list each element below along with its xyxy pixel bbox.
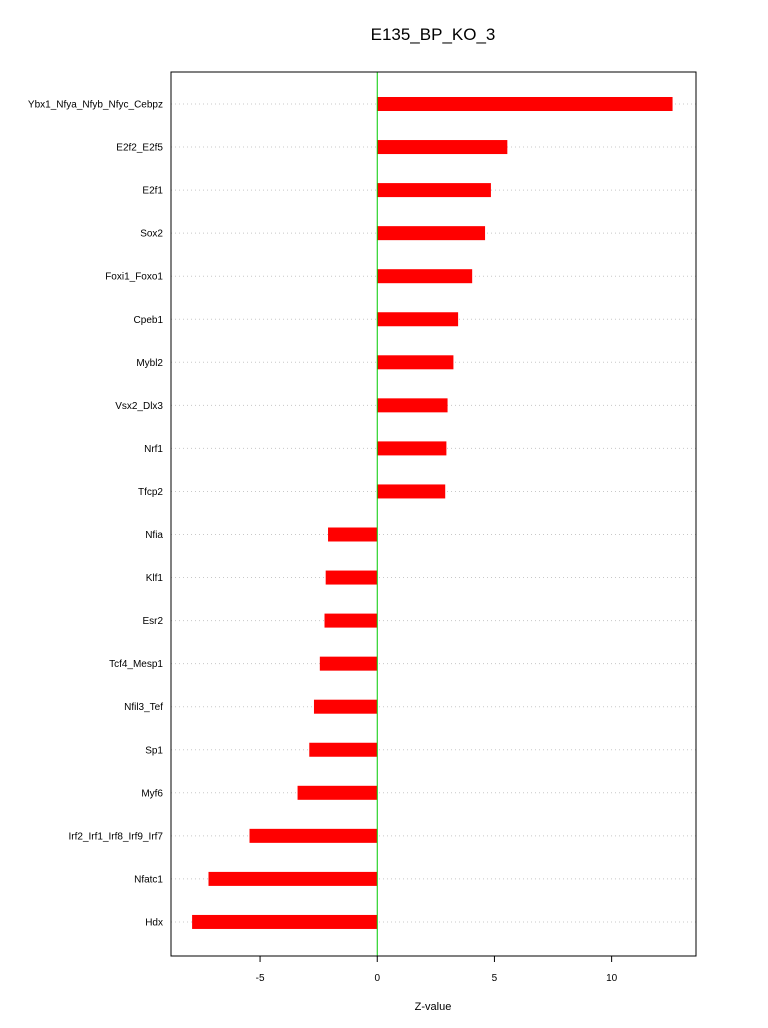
category-label: Sp1: [145, 745, 163, 757]
bar-irf2-irf1-irf8-irf9-irf7: [250, 829, 378, 843]
bar-hdx: [192, 915, 377, 929]
category-label: Cpeb1: [133, 314, 163, 326]
bars: [192, 97, 672, 929]
plot-frame: [171, 72, 696, 956]
category-label: Hdx: [145, 917, 163, 929]
chart-title: E135_BP_KO_3: [370, 25, 496, 44]
bar-ybx1-nfya-nfyb-nfyc-cebpz: [377, 97, 672, 111]
bar-nfil3-tef: [314, 700, 377, 714]
category-label: Irf2_Irf1_Irf8_Irf9_Irf7: [68, 831, 163, 843]
category-label: Esr2: [142, 616, 163, 628]
bar-vsx2-dlx3: [377, 398, 447, 412]
bar-klf1: [326, 571, 378, 585]
bar-sp1: [309, 743, 377, 757]
category-label: E2f1: [142, 185, 163, 197]
category-label: Nrf1: [144, 443, 163, 455]
x-tick-label: 5: [491, 973, 498, 984]
bar-sox2: [377, 226, 485, 240]
bar-e2f1: [377, 183, 491, 197]
category-label: Nfia: [145, 530, 163, 541]
bar-nfatc1: [209, 872, 378, 886]
bar-tfcp2: [377, 484, 445, 498]
category-label: Sox2: [140, 228, 163, 240]
bar-myf6: [298, 786, 378, 800]
bar-mybl2: [377, 355, 453, 369]
x-tick-label: 0: [374, 973, 381, 984]
category-label: Nfatc1: [134, 874, 163, 886]
bar-nfia: [328, 528, 377, 542]
category-label: Nfil3_Tef: [124, 702, 163, 714]
category-labels: [28, 100, 164, 929]
category-label: Ybx1_Nfya_Nfyb_Nfyc_Cebpz: [27, 99, 163, 111]
bar-esr2: [325, 614, 378, 628]
x-axis-title: Z-value: [414, 1001, 452, 1013]
bar-nrf1: [377, 441, 446, 455]
category-label: Vsx2_Dlx3: [115, 400, 163, 412]
bar-e2f2-e2f5: [377, 140, 507, 154]
bar-foxi1-foxo1: [377, 269, 472, 283]
x-tick-label: -5: [255, 973, 265, 984]
category-label: Tfcp2: [137, 486, 163, 498]
x-tick-label: 10: [606, 973, 618, 984]
x-axis: [256, 956, 618, 984]
category-label: Myf6: [141, 788, 163, 800]
category-label: Foxi1_Foxo1: [105, 271, 163, 283]
category-label: Mybl2: [136, 357, 163, 369]
category-label: Klf1: [145, 573, 163, 585]
category-label: Tcf4_Mesp1: [109, 659, 163, 671]
bar-tcf4-mesp1: [320, 657, 377, 671]
bar-cpeb1: [377, 312, 458, 326]
category-label: E2f2_E2f5: [116, 142, 163, 154]
